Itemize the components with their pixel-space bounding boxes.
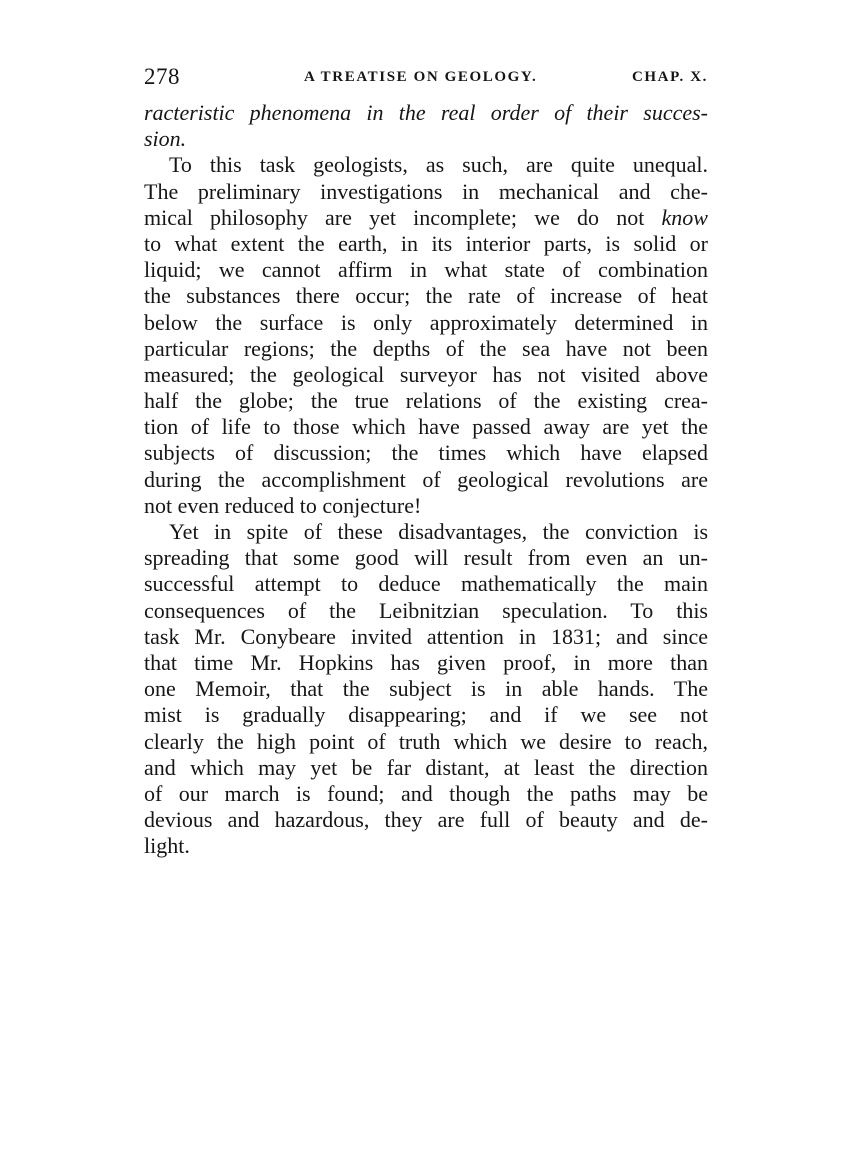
- running-head: [144, 60, 708, 94]
- text-run: light.: [144, 833, 190, 859]
- text-run: consequences of the Leibnitzian speculation. To this: [144, 597, 708, 623]
- text-line: [144, 729, 708, 755]
- book-page: [144, 60, 708, 859]
- text-line: [144, 205, 708, 231]
- text-line: [144, 598, 708, 624]
- text-run: measured; the geological surveyor has not visited above: [144, 361, 708, 387]
- text-line: [144, 519, 708, 545]
- text-run: particular regions; the depths of the sea have not been: [144, 335, 708, 361]
- text-line: [144, 126, 708, 152]
- text-line: [144, 414, 708, 440]
- text-run: clearly the high point of truth which we desire to reach,: [144, 728, 708, 754]
- text-line: [144, 571, 708, 597]
- text-line: [144, 179, 708, 205]
- text-line: [144, 467, 708, 493]
- text-run: and which may yet be far distant, at least the direction: [144, 754, 708, 780]
- text-run: Yet in spite of these disadvantages, the conviction is: [169, 519, 708, 544]
- text-run: to what extent the earth, in its interior parts, is solid or: [144, 230, 708, 256]
- text-line: [144, 283, 708, 309]
- text-line: [144, 257, 708, 283]
- text-run: subjects of discussion; the times which have elapsed: [144, 440, 708, 466]
- page-number: 278: [144, 64, 180, 89]
- italic-text-run: sion.: [144, 126, 187, 152]
- text-run: successful attempt to deduce mathematically the main: [144, 571, 708, 597]
- text-line: [144, 833, 708, 859]
- text-line: [144, 493, 708, 519]
- text-line: [144, 440, 708, 466]
- text-run: half the globe; the true relations of the existing crea-: [144, 388, 708, 414]
- italic-text-run: racteristic phenomena in the real order of their succes-: [144, 100, 708, 125]
- text-run: below the surface is only approximately determined in: [144, 309, 708, 335]
- text-line: [144, 755, 708, 781]
- text-run: devious and hazardous, they are full of beauty and de-: [144, 807, 708, 833]
- text-run: task Mr. Conybeare invited attention in 1831; and since: [144, 623, 708, 649]
- text-run: spreading that some good will result from even an un-: [144, 545, 708, 571]
- italic-text-run: know: [661, 204, 708, 230]
- text-run: the substances there occur; the rate of increase of heat: [144, 283, 708, 309]
- text-run: that time Mr. Hopkins has given proof, in more than: [144, 649, 708, 675]
- text-line: [144, 676, 708, 702]
- text-line: [144, 336, 708, 362]
- text-line: [144, 152, 708, 178]
- text-line: [144, 231, 708, 257]
- text-line: [144, 807, 708, 833]
- text-run: To this task geologists, as such, are quite unequal.: [169, 152, 708, 178]
- text-line: [144, 624, 708, 650]
- text-line: [144, 388, 708, 414]
- text-run: mical philosophy are yet incomplete; we do not: [144, 204, 662, 230]
- text-line: [144, 781, 708, 807]
- text-run: not even reduced to conjecture!: [144, 492, 422, 518]
- book-title: A TREATISE ON GEOLOGY.: [304, 69, 538, 85]
- text-run: one Memoir, that the subject is in able hands. The: [144, 676, 708, 702]
- text-line: [144, 702, 708, 728]
- text-line: [144, 650, 708, 676]
- text-run: during the accomplishment of geological revolutions are: [144, 466, 708, 492]
- text-run: mist is gradually disappearing; and if we see not: [144, 702, 708, 728]
- body-text: [144, 100, 708, 859]
- text-line: [144, 545, 708, 571]
- chapter-label: CHAP. X.: [631, 69, 708, 85]
- text-run: liquid; we cannot affirm in what state of combination: [144, 257, 708, 283]
- text-run: of our march is found; and though the paths may be: [144, 780, 708, 806]
- text-line: [144, 362, 708, 388]
- text-line: [144, 310, 708, 336]
- text-line: [144, 100, 708, 126]
- text-run: tion of life to those which have passed away are yet the: [144, 414, 708, 440]
- text-run: The preliminary investigations in mechanical and che-: [144, 178, 708, 204]
